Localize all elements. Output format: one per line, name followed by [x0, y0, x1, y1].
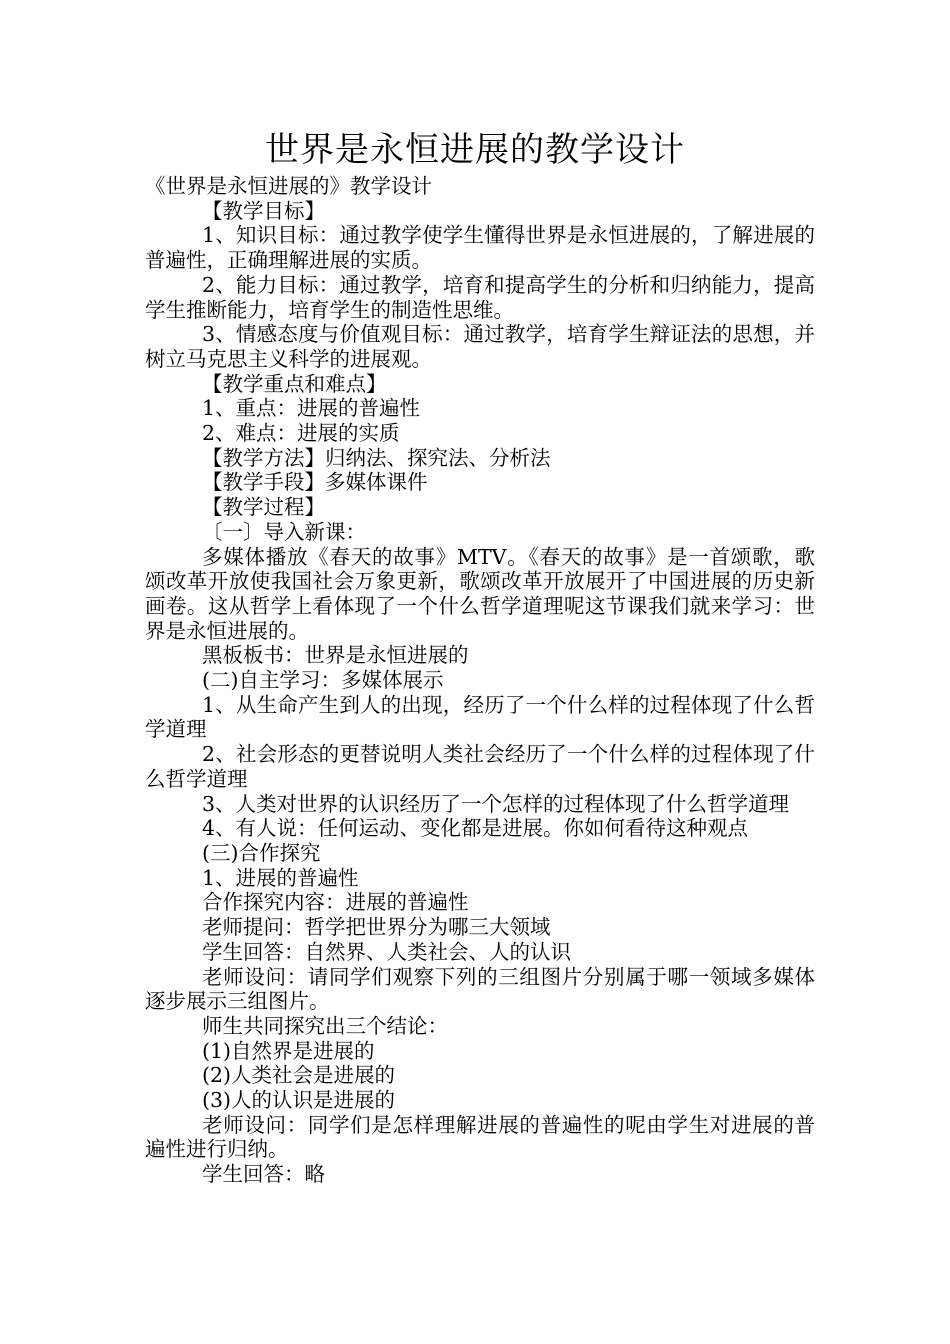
paragraph: 1、知识目标：通过教学使学生懂得世界是永恒进展的，了解进展的普遍性，正确理解进展的实质。 [145, 223, 815, 273]
section-heading: 【教学重点和难点】 [202, 371, 387, 396]
paragraph: 1、从生命产生到人的出现，经历了一个什么样的过程体现了什么哲学道理 [145, 692, 815, 742]
paragraph: 2、难点：进展的实质 [202, 421, 400, 446]
paragraph: (三)合作探究 [202, 840, 321, 865]
paragraph: 【教学手段】多媒体课件 [202, 470, 428, 495]
paragraph: 黑板板书：世界是永恒进展的 [202, 643, 469, 668]
paragraph: 1、重点：进展的普遍性 [202, 396, 421, 421]
paragraph: (二)自主学习：多媒体展示 [202, 668, 444, 693]
paragraph: 老师提问：哲学把世界分为哪三大领域 [202, 915, 551, 940]
paragraph: 老师设问：请同学们观察下列的三组图片分别属于哪一领域多媒体逐步展示三组图片。 [145, 964, 815, 1014]
document-title: 世界是永恒进展的教学设计 [265, 130, 685, 170]
paragraph: 2、能力目标：通过教学，培育和提高学生的分析和归纳能力，提高学生推断能力，培育学生的制造性思维。 [145, 272, 815, 322]
section-heading: 【教学过程】 [202, 495, 325, 520]
paragraph: 2、社会形态的更替说明人类社会经历了一个什么样的过程体现了什么哲学道理 [145, 742, 815, 791]
paragraph: (2)人类社会是进展的 [202, 1063, 396, 1088]
section-heading: 【教学目标】 [202, 198, 325, 223]
paragraph: 4、有人说：任何运动、变化都是进展。你如何看待这种观点 [202, 816, 749, 841]
paragraph: 学生回答：自然界、人类社会、人的认识 [202, 939, 571, 964]
paragraph: 师生共同探究出三个结论： [202, 1013, 448, 1038]
document-subtitle: 《世界是永恒进展的》教学设计 [145, 174, 432, 198]
paragraph: 【教学方法】归纳法、探究法、分析法 [202, 445, 551, 470]
paragraph: (1)自然界是进展的 [202, 1038, 375, 1063]
paragraph: 老师设问：同学们是怎样理解进展的普遍性的呢由学生对进展的普遍性进行归纳。 [145, 1112, 815, 1162]
paragraph: 3、人类对世界的认识经历了一个怎样的过程体现了什么哲学道理 [202, 791, 790, 816]
paragraph: 〔一〕导入新课： [202, 519, 366, 544]
paragraph: (3)人的认识是进展的 [202, 1088, 396, 1113]
paragraph: 1、进展的普遍性 [202, 865, 359, 890]
document-body [145, 174, 815, 1187]
paragraph: 3、情感态度与价值观目标：通过教学，培育学生辩证法的思想，并树立马克思主义科学的进展观。 [145, 322, 815, 371]
paragraph: 多媒体播放《春天的故事》MTV。《春天的故事》是一首颂歌，歌颂改革开放使我国社会万象更新，歌颂改革开放展开了中国进展的历史新画卷。这从哲学上看体现了一个什么哲学道理呢这节课我们就来学习：世界是永恒进展的。 [145, 544, 815, 643]
paragraph: 学生回答：略 [202, 1162, 325, 1187]
paragraph: 合作探究内容：进展的普遍性 [202, 890, 469, 915]
